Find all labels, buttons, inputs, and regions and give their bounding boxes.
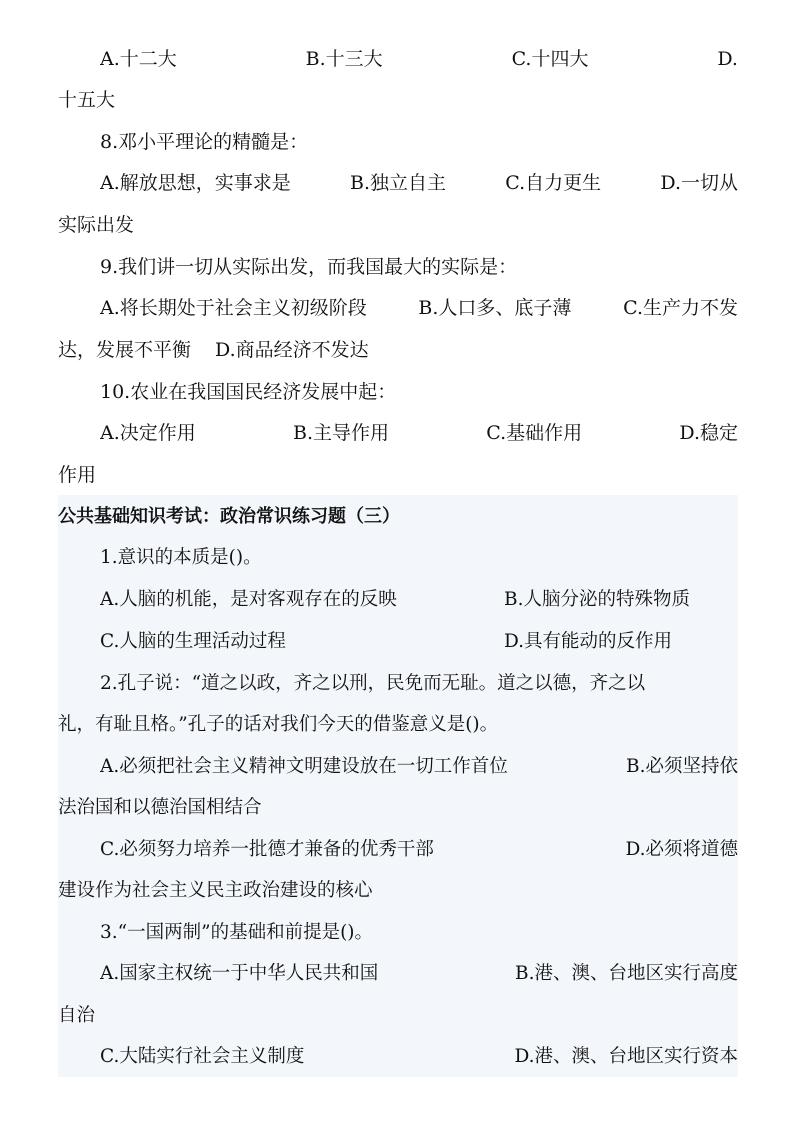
s3-q3-option-d: D.港、澳、台地区实行资本 — [514, 1046, 738, 1067]
q9-option-b: B.人口多、底子薄 — [418, 297, 572, 319]
q8-stem: 8.邓小平理论的精髓是： — [100, 131, 309, 153]
q8-option-c: C.自力更生 — [505, 172, 602, 194]
q9-options — [100, 293, 738, 323]
q10-stem: 10.农业在我国国民经济发展中起： — [100, 381, 397, 403]
s3-q3-options-ab — [100, 959, 738, 989]
s3-q3-stem: 3.“一国两制”的基础和前提是()。 — [100, 922, 374, 943]
s3-q2-options-cd — [100, 835, 738, 865]
q8-option-d: D.一切从 — [660, 172, 738, 194]
s3-q1-stem: 1.意识的本质是()。 — [100, 547, 262, 568]
s3-q1-option-a: A.人脑的机能，是对客观存在的反映 — [100, 589, 397, 610]
q10-options — [100, 418, 738, 448]
s3-q2-option-b-cont: 法治国和以德治国相结合 — [58, 797, 262, 818]
s3-q2-stem-line1: 2.孔子说：“道之以政，齐之以刑，民免而无耻。道之以德，齐之以 — [100, 673, 646, 694]
q10-option-c: C.基础作用 — [486, 422, 583, 444]
s3-q2-option-d: D.必须将道德 — [625, 839, 738, 860]
q7-options — [100, 44, 738, 74]
s3-q3-option-c: C.大陆实行社会主义制度 — [100, 1046, 305, 1067]
s3-q3-option-b-cont: 自治 — [58, 1005, 96, 1026]
s3-q2-option-d-cont: 建设作为社会主义民主政治建设的核心 — [58, 880, 373, 901]
s3-q1-options-cd — [100, 627, 738, 657]
q7-continuation: 十五大 — [58, 89, 116, 111]
q7-option-c: C.十四大 — [511, 48, 589, 70]
q8-option-b: B.独立自主 — [350, 172, 447, 194]
section-title: 公共基础知识考试：政治常识练习题（三） — [58, 506, 400, 527]
s3-q1-option-d: D.具有能动的反作用 — [504, 631, 673, 652]
q7-option-b: B.十三大 — [305, 48, 383, 70]
q10-option-d: D.稳定 — [679, 422, 738, 444]
q9-stem: 9.我们讲一切从实际出发，而我国最大的实际是： — [100, 256, 518, 278]
q9-option-c: C.生产力不发 — [623, 297, 738, 319]
q7-option-d: D. — [717, 48, 738, 70]
s3-q3-option-a: A.国家主权统一于中华人民共和国 — [100, 963, 379, 984]
s3-q2-stem-line2: 礼，有耻且格。”孔子的话对我们今天的借鉴意义是()。 — [58, 714, 499, 735]
q9-option-a: A.将长期处于社会主义初级阶段 — [100, 297, 367, 319]
s3-q1-option-c: C.人脑的生理活动过程 — [100, 631, 286, 652]
s3-q2-option-a: A.必须把社会主义精神文明建设放在一切工作首位 — [100, 756, 508, 777]
q8-options — [100, 168, 738, 198]
q7-option-a: A.十二大 — [100, 48, 177, 70]
s3-q1-option-b: B.人脑分泌的特殊物质 — [504, 589, 690, 610]
q9-option-d: D.商品经济不发达 — [215, 339, 369, 361]
s3-q1-options-ab — [100, 585, 738, 615]
s3-q2-option-c: C.必须努力培养一批德才兼备的优秀干部 — [100, 839, 434, 860]
q10-continuation: 作用 — [58, 464, 97, 486]
s3-q2-option-b: B.必须坚持依 — [626, 756, 738, 777]
s3-q3-options-cd — [100, 1042, 738, 1072]
q9-option-c-cont: 达，发展不平衡 — [58, 339, 192, 361]
q8-continuation: 实际出发 — [58, 214, 135, 236]
section-background — [58, 495, 738, 1077]
s3-q2-options-ab — [100, 752, 738, 782]
q8-option-a: A.解放思想，实事求是 — [100, 172, 291, 194]
s3-q3-option-b: B.港、澳、台地区实行高度 — [515, 963, 738, 984]
q10-option-a: A.决定作用 — [100, 422, 196, 444]
q10-option-b: B.主导作用 — [293, 422, 390, 444]
q9-continuation — [58, 335, 738, 365]
